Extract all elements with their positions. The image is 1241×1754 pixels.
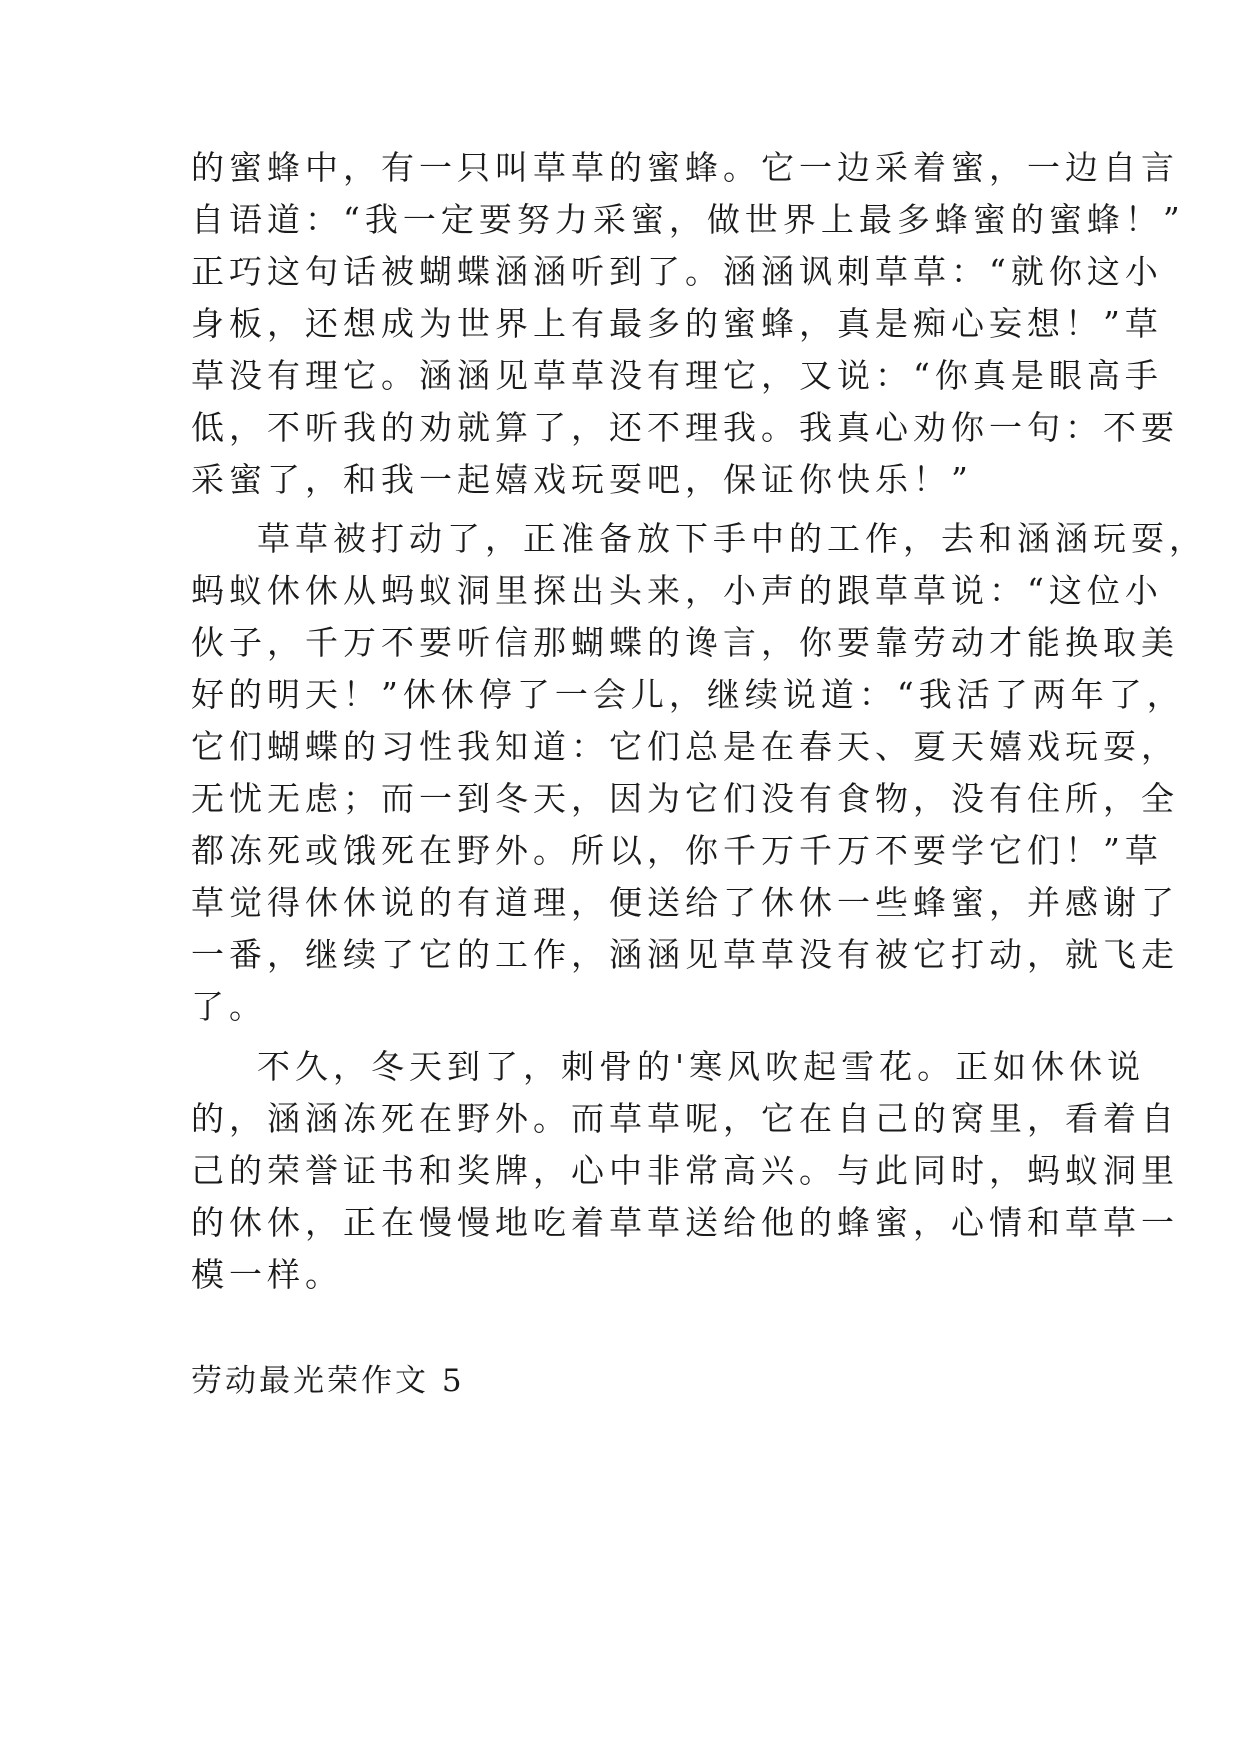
paragraph-3-line-3: 己的荣誉证书和奖牌，心中非常高兴。与此同时，蚂蚁洞里 (191, 1151, 1179, 1190)
paragraph-2-line-10: 了。 (191, 987, 267, 1026)
paragraph-1-line-3: 正巧这句话被蝴蝶涵涵听到了。涵涵讽刺草草：“就你这小 (191, 252, 1163, 291)
paragraph-1-line-1: 的蜜蜂中，有一只叫草草的蜜蜂。它一边采着蜜，一边自言 (191, 148, 1179, 187)
paragraph-2-line-9: 一番，继续了它的工作，涵涵见草草没有被它打动，就飞走 (191, 935, 1179, 974)
paragraph-2-line-2: 蚂蚁休休从蚂蚁洞里探出头来，小声的跟草草说：“这位小 (191, 571, 1163, 610)
paragraph-1-line-6: 低，不听我的劝就算了，还不理我。我真心劝你一句：不要 (191, 408, 1179, 447)
essay-heading: 劳动最光荣作文 5 (191, 1363, 465, 1399)
paragraph-2-line-7: 都冻死或饿死在野外。所以，你千万千万不要学它们！”草 (191, 831, 1163, 870)
paragraph-1-line-5: 草没有理它。涵涵见草草没有理它，又说：“你真是眼高手 (191, 356, 1163, 395)
paragraph-2-line-4: 好的明天！”休休停了一会儿，继续说道：“我活了两年了， (191, 675, 1185, 714)
paragraph-2-line-1: 草草被打动了，正准备放下手中的工作，去和涵涵玩耍， (257, 519, 1207, 558)
paragraph-3-line-2: 的，涵涵冻死在野外。而草草呢，它在自己的窝里，看着自 (191, 1099, 1179, 1138)
paragraph-3-line-1: 不久，冬天到了，刺骨的'寒风吹起雪花。正如休休说 (257, 1047, 1146, 1086)
paragraph-1-line-4: 身板，还想成为世界上有最多的蜜蜂，真是痴心妄想！”草 (191, 304, 1163, 343)
paragraph-3-line-4: 的休休，正在慢慢地吃着草草送给他的蜂蜜，心情和草草一 (191, 1203, 1179, 1242)
paragraph-1-line-7: 采蜜了，和我一起嬉戏玩耍吧，保证你快乐！” (191, 460, 973, 499)
paragraph-2-line-5: 它们蝴蝶的习性我知道：它们总是在春天、夏天嬉戏玩耍， (191, 727, 1179, 766)
paragraph-3-line-5: 模一样。 (191, 1255, 343, 1294)
paragraph-2-line-6: 无忧无虑；而一到冬天，因为它们没有食物，没有住所，全 (191, 779, 1179, 818)
paragraph-2-line-3: 伙子，千万不要听信那蝴蝶的谗言，你要靠劳动才能换取美 (191, 623, 1179, 662)
paragraph-1-line-2: 自语道：“我一定要努力采蜜，做世界上最多蜂蜜的蜜蜂！” (191, 200, 1185, 239)
paragraph-2-line-8: 草觉得休休说的有道理，便送给了休休一些蜂蜜，并感谢了 (191, 883, 1179, 922)
